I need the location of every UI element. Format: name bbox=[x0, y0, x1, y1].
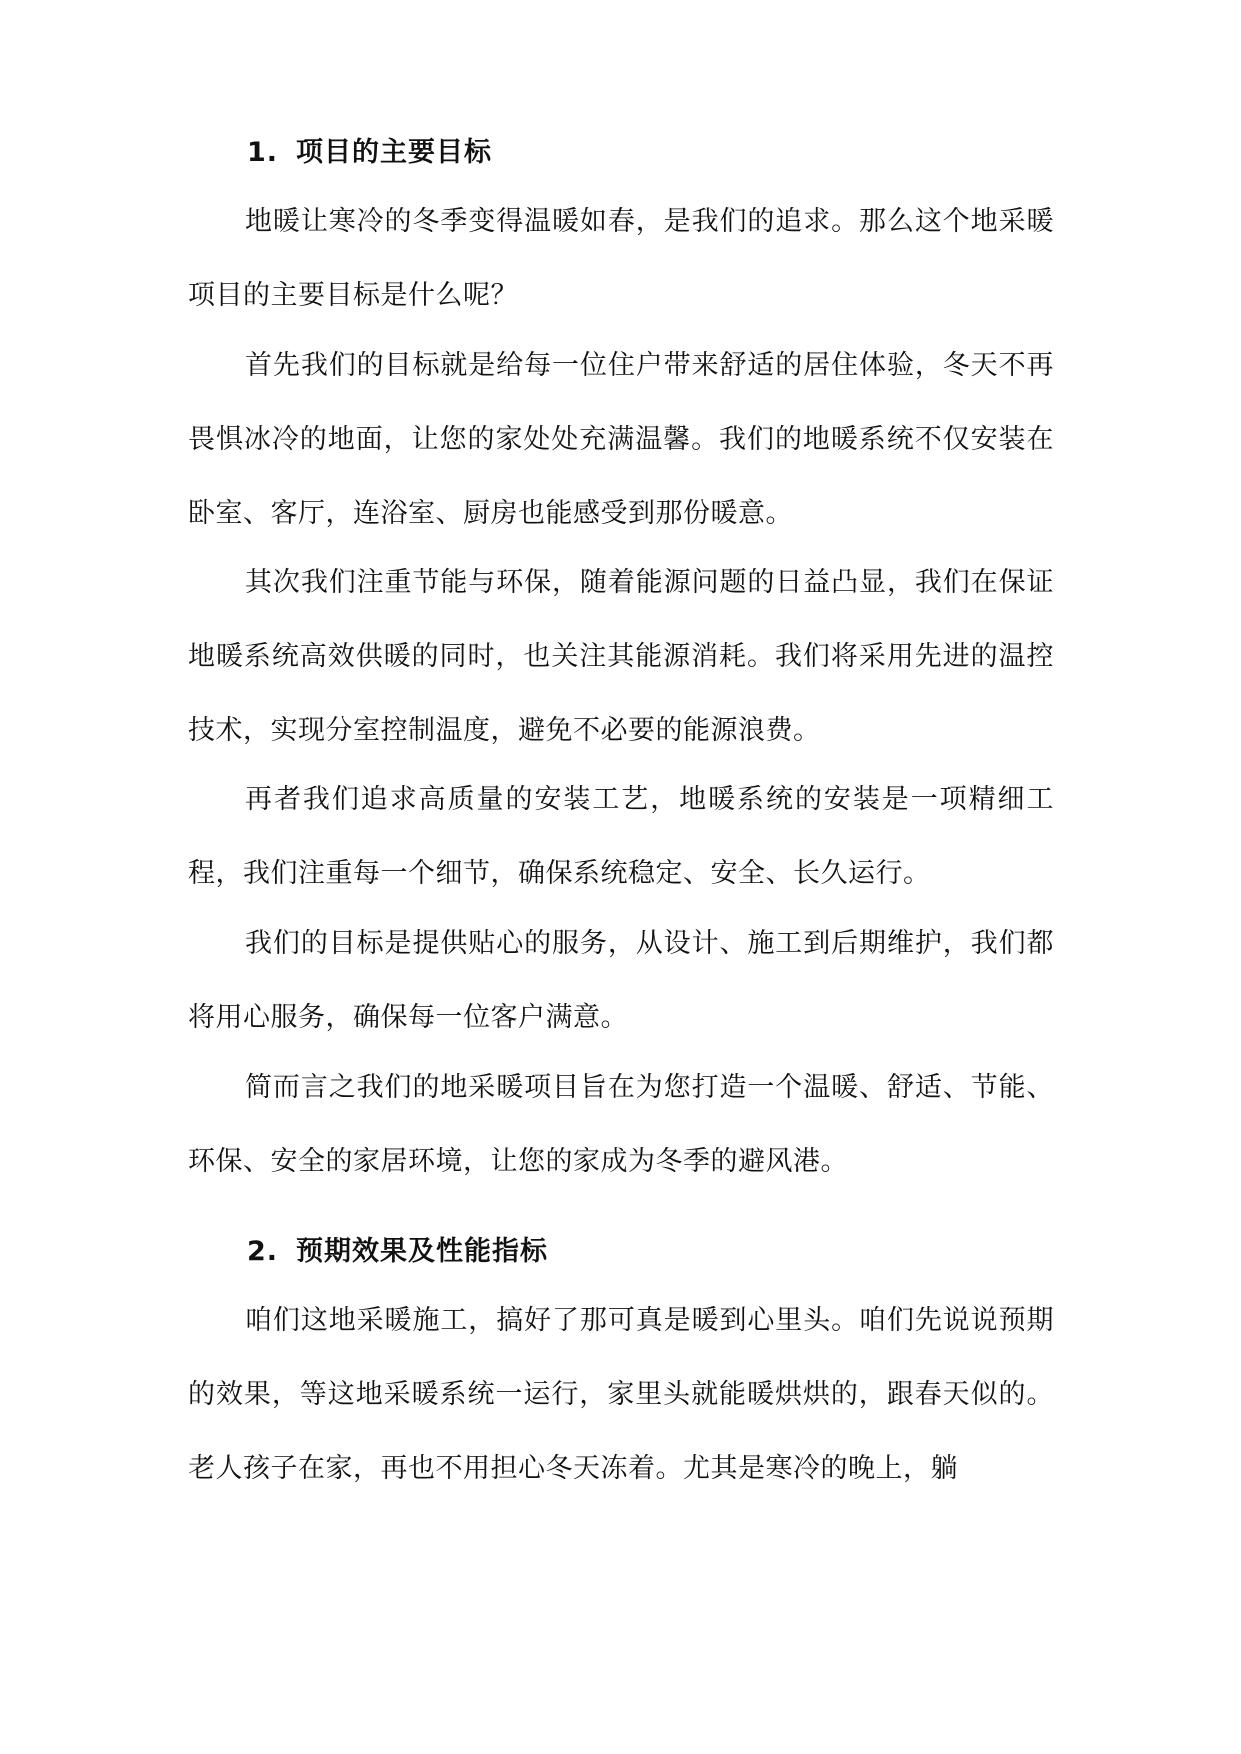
document-page bbox=[188, 0, 1054, 1754]
section-1-paragraph-1: 地暖让寒冷的冬季变得温暖如春，是我们的追求。那么这个地采暖项目的主要目标是什么呢？ bbox=[188, 206, 1054, 311]
section-2-paragraph-1: 咱们这地采暖施工，搞好了那可真是暖到心里头。咱们先说说预期的效果，等这地采暖系统一运行，家里头就能暖烘烘的，跟春天似的。老人孩子在家，再也不用担心冬天冻着。尤其是寒冷的晚上，躺 bbox=[188, 1305, 1054, 1484]
section-2-title: 预期效果及性能指标 bbox=[296, 1236, 549, 1267]
section-1-paragraph-3: 其次我们注重节能与环保，随着能源问题的日益凸显，我们在保证地暖系统高效供暖的同时，也关注其能源消耗。我们将采用先进的温控技术，实现分室控制温度，避免不必要的能源浪费。 bbox=[188, 567, 1054, 746]
section-1-heading bbox=[247, 133, 492, 173]
section-1-paragraph-5: 我们的目标是提供贴心的服务，从设计、施工到后期维护，我们都将用心服务，确保每一位客户满意。 bbox=[188, 928, 1054, 1033]
section-1-title: 项目的主要目标 bbox=[296, 137, 493, 168]
section-1-paragraph-6: 简而言之我们的地采暖项目旨在为您打造一个温暖、舒适、节能、环保、安全的家居环境，让您的家成为冬季的避风港。 bbox=[188, 1072, 1054, 1177]
section-1-paragraph-2: 首先我们的目标就是给每一位住户带来舒适的居住体验，冬天不再畏惧冰冷的地面，让您的家处处充满温馨。我们的地暖系统不仅安装在卧室、客厅，连浴室、厨房也能感受到那份暖意。 bbox=[188, 350, 1054, 529]
section-1-paragraph-4: 再者我们追求高质量的安装工艺，地暖系统的安装是一项精细工程，我们注重每一个细节，确保系统稳定、安全、长久运行。 bbox=[188, 784, 1054, 889]
section-1-number: 1. bbox=[247, 137, 279, 168]
section-2-number: 2. bbox=[247, 1236, 279, 1267]
section-2-heading bbox=[247, 1232, 548, 1272]
